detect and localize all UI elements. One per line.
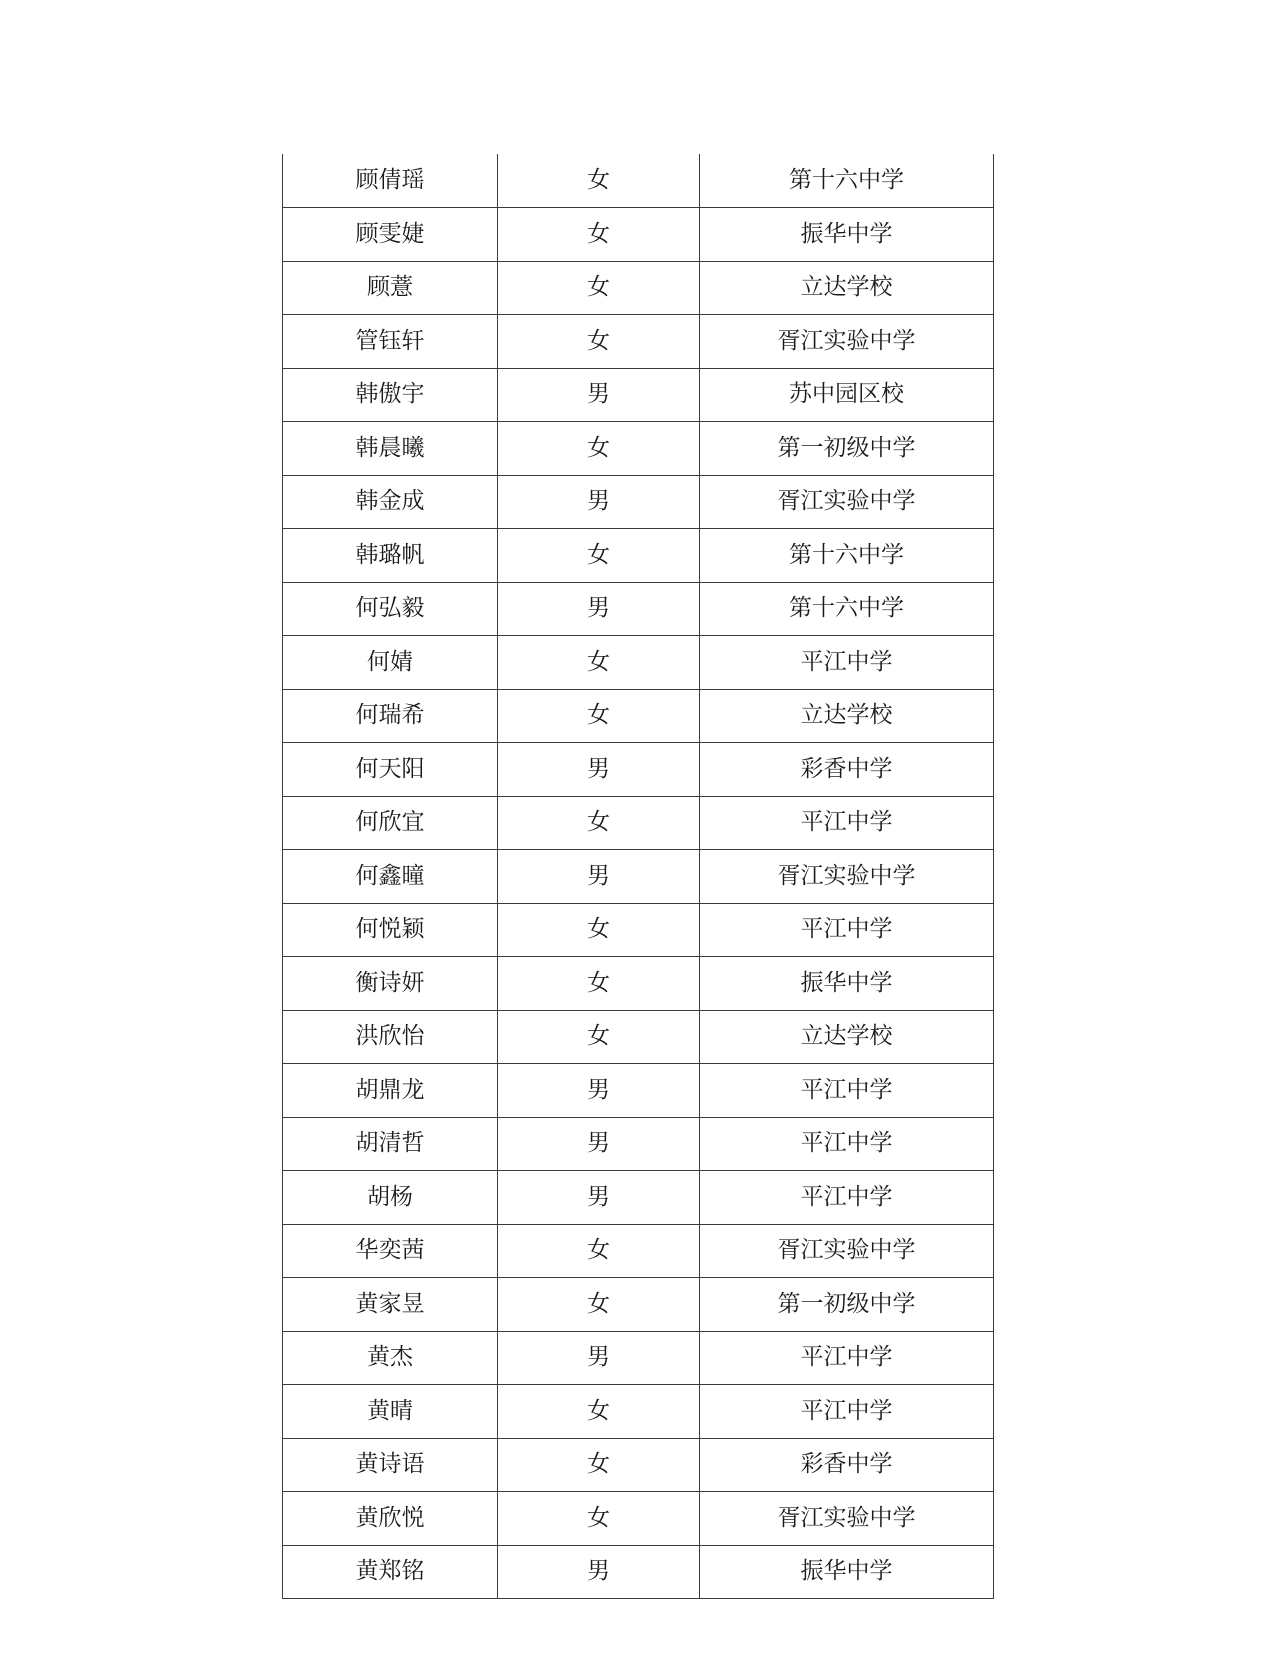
student-gender: 女	[498, 261, 700, 315]
student-school: 平江中学	[700, 1331, 994, 1385]
student-gender: 女	[498, 903, 700, 957]
student-name: 韩金成	[283, 475, 498, 529]
student-name: 何瑞希	[283, 689, 498, 743]
student-school: 平江中学	[700, 1385, 994, 1439]
student-school: 平江中学	[700, 636, 994, 690]
student-name: 黄郑铭	[283, 1545, 498, 1599]
table-row	[283, 529, 994, 583]
table-row	[283, 957, 994, 1011]
table-row	[283, 1224, 994, 1278]
student-gender: 女	[498, 689, 700, 743]
student-name: 顾倩瑶	[283, 154, 498, 208]
table-row	[283, 636, 994, 690]
table-row	[283, 1331, 994, 1385]
student-school: 立达学校	[700, 1010, 994, 1064]
table-row	[283, 1278, 994, 1332]
student-school: 平江中学	[700, 1064, 994, 1118]
student-school: 振华中学	[700, 1545, 994, 1599]
student-name: 何欣宜	[283, 796, 498, 850]
student-school: 胥江实验中学	[700, 850, 994, 904]
student-gender: 男	[498, 582, 700, 636]
table-row	[283, 1117, 994, 1171]
student-gender: 女	[498, 422, 700, 476]
student-name: 黄杰	[283, 1331, 498, 1385]
student-name: 胡清哲	[283, 1117, 498, 1171]
student-gender: 女	[498, 1278, 700, 1332]
student-school: 苏中园区校	[700, 368, 994, 422]
student-name: 黄欣悦	[283, 1492, 498, 1546]
table-row	[283, 422, 994, 476]
student-gender: 女	[498, 315, 700, 369]
student-gender: 女	[498, 1492, 700, 1546]
table-row	[283, 261, 994, 315]
table-row	[283, 1010, 994, 1064]
student-gender: 男	[498, 1331, 700, 1385]
table-row	[283, 1385, 994, 1439]
student-name: 韩璐帆	[283, 529, 498, 583]
table-row	[283, 1064, 994, 1118]
table-row	[283, 582, 994, 636]
student-name: 何婧	[283, 636, 498, 690]
table-row	[283, 689, 994, 743]
table-row	[283, 903, 994, 957]
student-name: 胡杨	[283, 1171, 498, 1225]
student-gender: 女	[498, 154, 700, 208]
student-school: 立达学校	[700, 689, 994, 743]
student-name: 洪欣怡	[283, 1010, 498, 1064]
student-school: 平江中学	[700, 796, 994, 850]
student-gender: 女	[498, 957, 700, 1011]
table-row	[283, 1171, 994, 1225]
student-name: 黄晴	[283, 1385, 498, 1439]
student-gender: 女	[498, 208, 700, 262]
table-row	[283, 796, 994, 850]
student-school: 第十六中学	[700, 154, 994, 208]
student-name: 韩傲宇	[283, 368, 498, 422]
table-row	[283, 850, 994, 904]
student-name: 韩晨曦	[283, 422, 498, 476]
student-gender: 男	[498, 368, 700, 422]
table-row	[283, 315, 994, 369]
student-gender: 男	[498, 475, 700, 529]
student-school: 平江中学	[700, 1171, 994, 1225]
student-school: 胥江实验中学	[700, 1492, 994, 1546]
table-row	[283, 154, 994, 208]
student-gender: 女	[498, 1224, 700, 1278]
student-gender: 女	[498, 636, 700, 690]
student-gender: 女	[498, 1438, 700, 1492]
student-gender: 男	[498, 1064, 700, 1118]
student-name: 华奕茜	[283, 1224, 498, 1278]
table-row	[283, 743, 994, 797]
student-name: 顾薏	[283, 261, 498, 315]
student-school: 胥江实验中学	[700, 1224, 994, 1278]
table-row	[283, 368, 994, 422]
student-name: 管钰轩	[283, 315, 498, 369]
student-school: 平江中学	[700, 903, 994, 957]
student-school: 第一初级中学	[700, 1278, 994, 1332]
student-school: 第十六中学	[700, 529, 994, 583]
student-name: 黄诗语	[283, 1438, 498, 1492]
student-name: 何天阳	[283, 743, 498, 797]
student-name: 衡诗妍	[283, 957, 498, 1011]
student-gender: 女	[498, 796, 700, 850]
student-name: 何弘毅	[283, 582, 498, 636]
student-school: 彩香中学	[700, 743, 994, 797]
table-row	[283, 475, 994, 529]
table-row	[283, 1492, 994, 1546]
student-name: 何鑫曈	[283, 850, 498, 904]
student-school: 平江中学	[700, 1117, 994, 1171]
roster-body	[283, 154, 994, 1599]
student-school: 振华中学	[700, 208, 994, 262]
student-school: 胥江实验中学	[700, 475, 994, 529]
student-gender: 女	[498, 1010, 700, 1064]
student-school: 胥江实验中学	[700, 315, 994, 369]
table-row	[283, 1545, 994, 1599]
student-gender: 女	[498, 1385, 700, 1439]
student-school: 立达学校	[700, 261, 994, 315]
student-school: 彩香中学	[700, 1438, 994, 1492]
student-school: 第十六中学	[700, 582, 994, 636]
student-gender: 男	[498, 1545, 700, 1599]
student-roster-table	[282, 154, 994, 1599]
student-gender: 女	[498, 529, 700, 583]
student-school: 振华中学	[700, 957, 994, 1011]
table-row	[283, 208, 994, 262]
student-gender: 男	[498, 1117, 700, 1171]
table-row	[283, 1438, 994, 1492]
student-name: 胡鼎龙	[283, 1064, 498, 1118]
student-name: 顾雯婕	[283, 208, 498, 262]
student-gender: 男	[498, 743, 700, 797]
student-name: 黄家昱	[283, 1278, 498, 1332]
student-gender: 男	[498, 850, 700, 904]
student-school: 第一初级中学	[700, 422, 994, 476]
student-name: 何悦颖	[283, 903, 498, 957]
student-gender: 男	[498, 1171, 700, 1225]
